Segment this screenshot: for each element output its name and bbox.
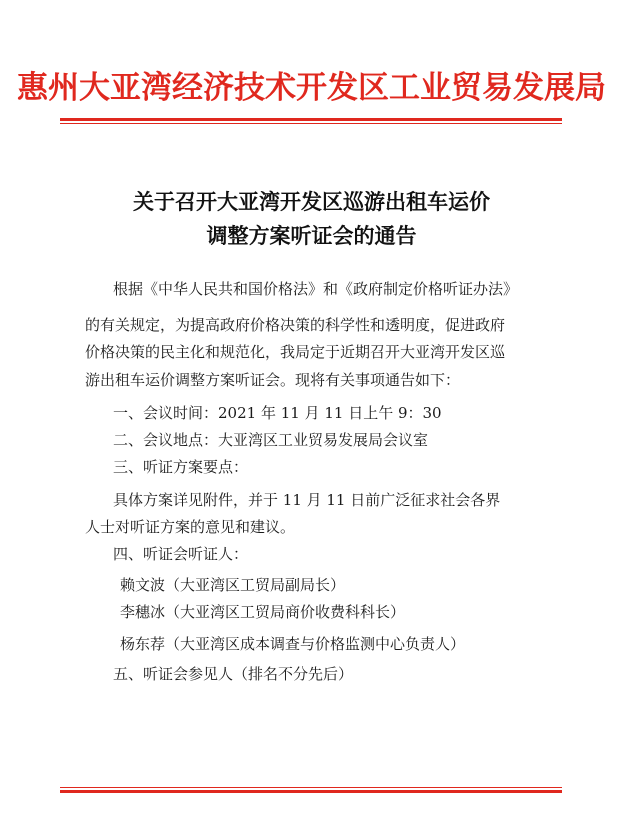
intro-line-4: 游出租车运价调整方案听证会。现将有关事项通告如下： [85, 371, 461, 389]
hearer-3: 杨东荐（大亚湾区成本调查与价格监测中心负责人） [120, 635, 466, 653]
document-title-line-1: 关于召开大亚湾开发区巡游出租车运价 [133, 189, 490, 214]
agency-header: 惠州大亚湾经济技术开发区工业贸易发展局 [17, 70, 606, 106]
hearer-2: 李穗冰（大亚湾区工贸局商价收费科科长） [120, 603, 406, 621]
intro-line-2: 的有关规定，为提高政府价格决策的科学性和透明度，促进政府 [85, 316, 506, 334]
plan-detail-line-2: 人士对听证方案的意见和建议。 [85, 518, 296, 536]
header-divider-thin [60, 123, 562, 124]
header-divider-thick [60, 118, 562, 121]
hearer-1: 赖文波（大亚湾区工贸局副局长） [120, 576, 346, 594]
item-plan-points: 三、听证方案要点： [113, 458, 249, 476]
document-title-line-2: 调整方案听证会的通告 [206, 223, 417, 248]
item-meeting-time: 一、会议时间：2021 年 11 月 11 日上午 9：30 [113, 404, 442, 422]
item-hearers: 四、听证会听证人： [113, 545, 249, 563]
item-meeting-location: 二、会议地点：大亚湾区工业贸易发展局会议室 [113, 431, 429, 449]
intro-line-1: 根据《中华人民共和国价格法》和《政府制定价格听证办法》 [113, 280, 519, 298]
footer-divider-thin [60, 787, 562, 788]
item-participants: 五、听证会参见人（排名不分先后） [113, 665, 354, 683]
footer-divider-thick [60, 790, 562, 793]
intro-line-3: 价格决策的民主化和规范化，我局定于近期召开大亚湾开发区巡 [85, 343, 506, 361]
plan-detail-line-1: 具体方案详见附件，并于 11 月 11 日前广泛征求社会各界 [113, 491, 501, 509]
